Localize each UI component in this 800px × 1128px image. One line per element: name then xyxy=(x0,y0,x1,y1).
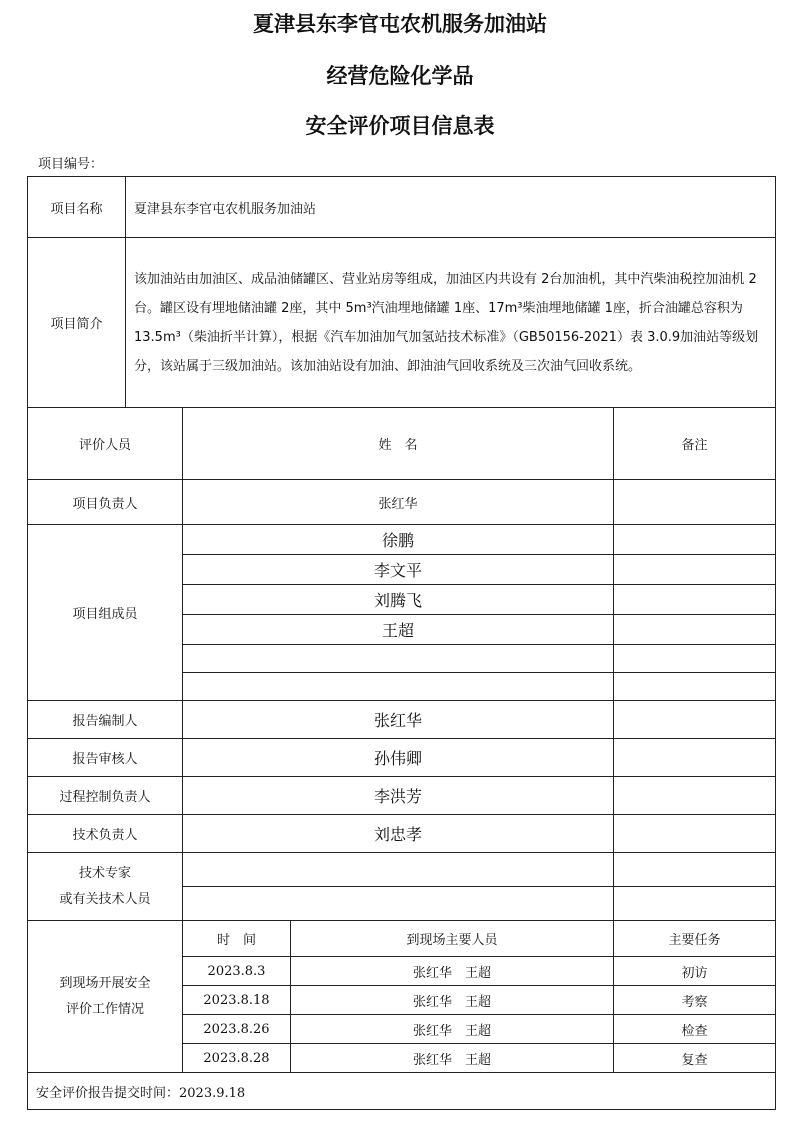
personnel-role-header: 评价人员 xyxy=(28,408,183,480)
member-remark xyxy=(614,645,776,673)
reviewer-name: 孙伟卿 xyxy=(183,739,614,777)
visit-task: 复查 xyxy=(614,1044,776,1073)
visit-people: 张红华 王超 xyxy=(291,1015,614,1044)
visit-task: 考察 xyxy=(614,986,776,1015)
leader-label: 项目负责人 xyxy=(28,480,183,525)
submit-time-label: 安全评价报告提交时间： xyxy=(36,1085,180,1101)
report-author-row xyxy=(28,701,776,739)
tech-lead-remark xyxy=(614,815,776,853)
project-intro-text: 该加油站由加油区、成品油储罐区、营业站房等组成，加油区内共设有 2台加油机，其中汽柴油税控加油机 2台。罐区设有埋地储油罐 2座，其中 5m³汽油埋地储罐 1座、17m³柴油埋地储罐 1座，折合油罐总容积为 13.5m³（柴油折半计算），根据《汽车加油加气加氢站技术标准》（GB50156-2021）表 3.0.9加油站等级划分，该站属于三级加油站。该加油站设有加油、卸油油气回收系统及三次油气回收系统。 xyxy=(126,238,776,408)
report-author-name: 张红华 xyxy=(183,701,614,739)
visits-label-line-1: 到现场开展安全 xyxy=(59,975,151,991)
process-control-row xyxy=(28,777,776,815)
member-remark xyxy=(614,555,776,585)
visit-date: 2023.8.3 xyxy=(183,957,291,986)
process-control-remark xyxy=(614,777,776,815)
tech-lead-name: 刘忠孝 xyxy=(183,815,614,853)
visit-date: 2023.8.26 xyxy=(183,1015,291,1044)
visit-date: 2023.8.18 xyxy=(183,986,291,1015)
submit-time xyxy=(28,1073,776,1110)
expert-row xyxy=(28,853,776,887)
personnel-name-header: 姓 名 xyxy=(183,408,614,480)
submit-time-value: 2023.9.18 xyxy=(179,1085,246,1101)
leader-remark xyxy=(614,480,776,525)
visit-people: 张红华 王超 xyxy=(291,986,614,1015)
visits-label xyxy=(28,921,183,1073)
tech-lead-label: 技术负责人 xyxy=(28,815,183,853)
expert-label-line-1: 技术专家 xyxy=(78,865,131,881)
project-name-row xyxy=(28,177,776,238)
expert-name xyxy=(183,887,614,921)
personnel-remark-header: 备注 xyxy=(614,408,776,480)
leader-name: 张红华 xyxy=(183,480,614,525)
reviewer-remark xyxy=(614,739,776,777)
expert-name xyxy=(183,853,614,887)
member-name: 刘腾飞 xyxy=(183,585,614,615)
personnel-header-row xyxy=(28,408,776,480)
visits-people-header: 到现场主要人员 xyxy=(291,921,614,957)
document-form-title: 安全评价项目信息表 xyxy=(305,114,495,138)
document-title: 夏津县东李官屯农机服务加油站 xyxy=(253,12,547,36)
tech-lead-row xyxy=(28,815,776,853)
process-control-label: 过程控制负责人 xyxy=(28,777,183,815)
member-name: 徐鹏 xyxy=(183,525,614,555)
member-name xyxy=(183,645,614,673)
leader-row xyxy=(28,480,776,525)
report-author-remark xyxy=(614,701,776,739)
expert-remark xyxy=(614,853,776,887)
document-subtitle: 经营危险化学品 xyxy=(326,64,474,88)
reviewer-row xyxy=(28,739,776,777)
visit-date: 2023.8.28 xyxy=(183,1044,291,1073)
project-info-table xyxy=(27,176,776,1110)
project-number-label: 项目编号： xyxy=(38,157,104,172)
visits-task-header: 主要任务 xyxy=(614,921,776,957)
project-intro-row xyxy=(28,238,776,408)
member-name xyxy=(183,673,614,701)
process-control-name: 李洪芳 xyxy=(183,777,614,815)
submit-row xyxy=(28,1073,776,1110)
expert-remark xyxy=(614,887,776,921)
member-name: 王超 xyxy=(183,615,614,645)
expert-label-line-2: 或有关技术人员 xyxy=(59,891,151,907)
visit-task: 检查 xyxy=(614,1015,776,1044)
visit-people: 张红华 王超 xyxy=(291,1044,614,1073)
project-name-value: 夏津县东李官屯农机服务加油站 xyxy=(126,177,776,238)
member-remark xyxy=(614,615,776,645)
visit-task: 初访 xyxy=(614,957,776,986)
project-intro-label: 项目简介 xyxy=(28,238,126,408)
project-name-label: 项目名称 xyxy=(28,177,126,238)
report-author-label: 报告编制人 xyxy=(28,701,183,739)
expert-label xyxy=(28,853,183,921)
visits-time-header: 时 间 xyxy=(183,921,291,957)
visit-people: 张红华 王超 xyxy=(291,957,614,986)
members-label: 项目组成员 xyxy=(28,525,183,701)
member-remark xyxy=(614,673,776,701)
member-row xyxy=(28,525,776,555)
member-remark xyxy=(614,525,776,555)
reviewer-label: 报告审核人 xyxy=(28,739,183,777)
member-remark xyxy=(614,585,776,615)
visits-header-row xyxy=(28,921,776,957)
member-name: 李文平 xyxy=(183,555,614,585)
visits-label-line-2: 评价工作情况 xyxy=(65,1001,144,1017)
